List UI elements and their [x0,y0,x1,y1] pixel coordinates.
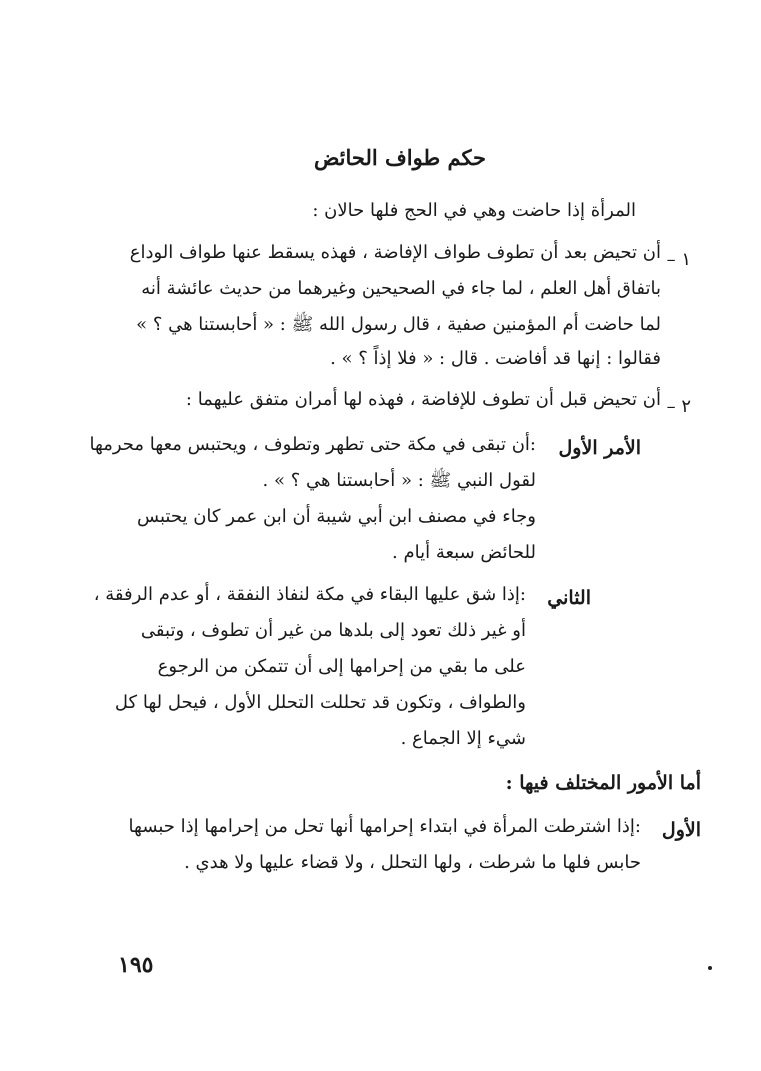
first-matter-line: لقول النبي ﷺ : « أحابستنا هي ؟ » . [262,470,536,491]
second-matter-line: :إذا شق عليها البقاء في مكة لنفاذ النفقة ، أو عدم الرفقة ، [93,584,526,605]
first-matter-line: وجاء في مصنف ابن أبي شيبة أن ابن عمر كان يحتبس [137,506,536,527]
case-1-line: أن تحيض بعد أن تطوف طواف الإفاضة ، فهذه يسقط عنها طواف الوداع [129,242,661,263]
page-title: حكم طواف الحائض [313,145,487,170]
first-matter-label: الأمر الأول [558,437,641,459]
second-matter-label: الثاني [547,587,591,609]
page-number: ١٩٥ [118,952,154,978]
case-1-number: ١ – [666,249,691,270]
intro-paragraph: المرأة إذا حاضت وهي في الحج فلها حالان : [312,200,636,221]
second-matter-line: شيء إلا الجماع . [400,728,526,749]
first-matter-line: :أن تبقى في مكة حتى تطهر وتطوف ، ويحتبس معها محرمها [89,434,536,455]
case-1-line: لما حاضت أم المؤمنين صفية ، قال رسول الله ﷺ : « أحابستنا هي ؟ » [136,314,661,335]
second-matter-line: أو غير ذلك تعود إلى بلدها من غير أن تطوف ، وتبقى [140,620,526,641]
case-1-line: باتفاق أهل العلم ، لما جاء في الصحيحين وغيرهما من حديث عائشة أنه [141,278,661,299]
scan-speck [708,966,712,970]
disputed-first-line: :إذا اشترطت المرأة في ابتداء إحرامها أنها تحل من إحرامها إذا حبسها [128,816,641,837]
case-2-line: أن تحيض قبل أن تطوف للإفاضة ، فهذه لها أمران متفق عليهما : [185,389,661,410]
disputed-heading: أما الأمور المختلف فيها : [505,772,701,794]
disputed-first-label: الأول [661,819,701,841]
case-1-line: فقالوا : إنها قد أفاضت . قال : « فلا إذاً ؟ » . [330,348,661,369]
first-matter-line: للحائض سبعة أيام . [392,542,536,563]
disputed-first-line: حابس فلها ما شرطت ، ولها التحلل ، ولا قضاء عليها ولا هدي . [184,852,641,873]
second-matter-line: على ما بقي من إحرامها إلى أن تتمكن من الرجوع [157,656,526,677]
second-matter-line: والطواف ، وتكون قد تحللت التحلل الأول ، فيحل لها كل [114,692,526,713]
case-2-number: ٢ – [666,396,691,417]
